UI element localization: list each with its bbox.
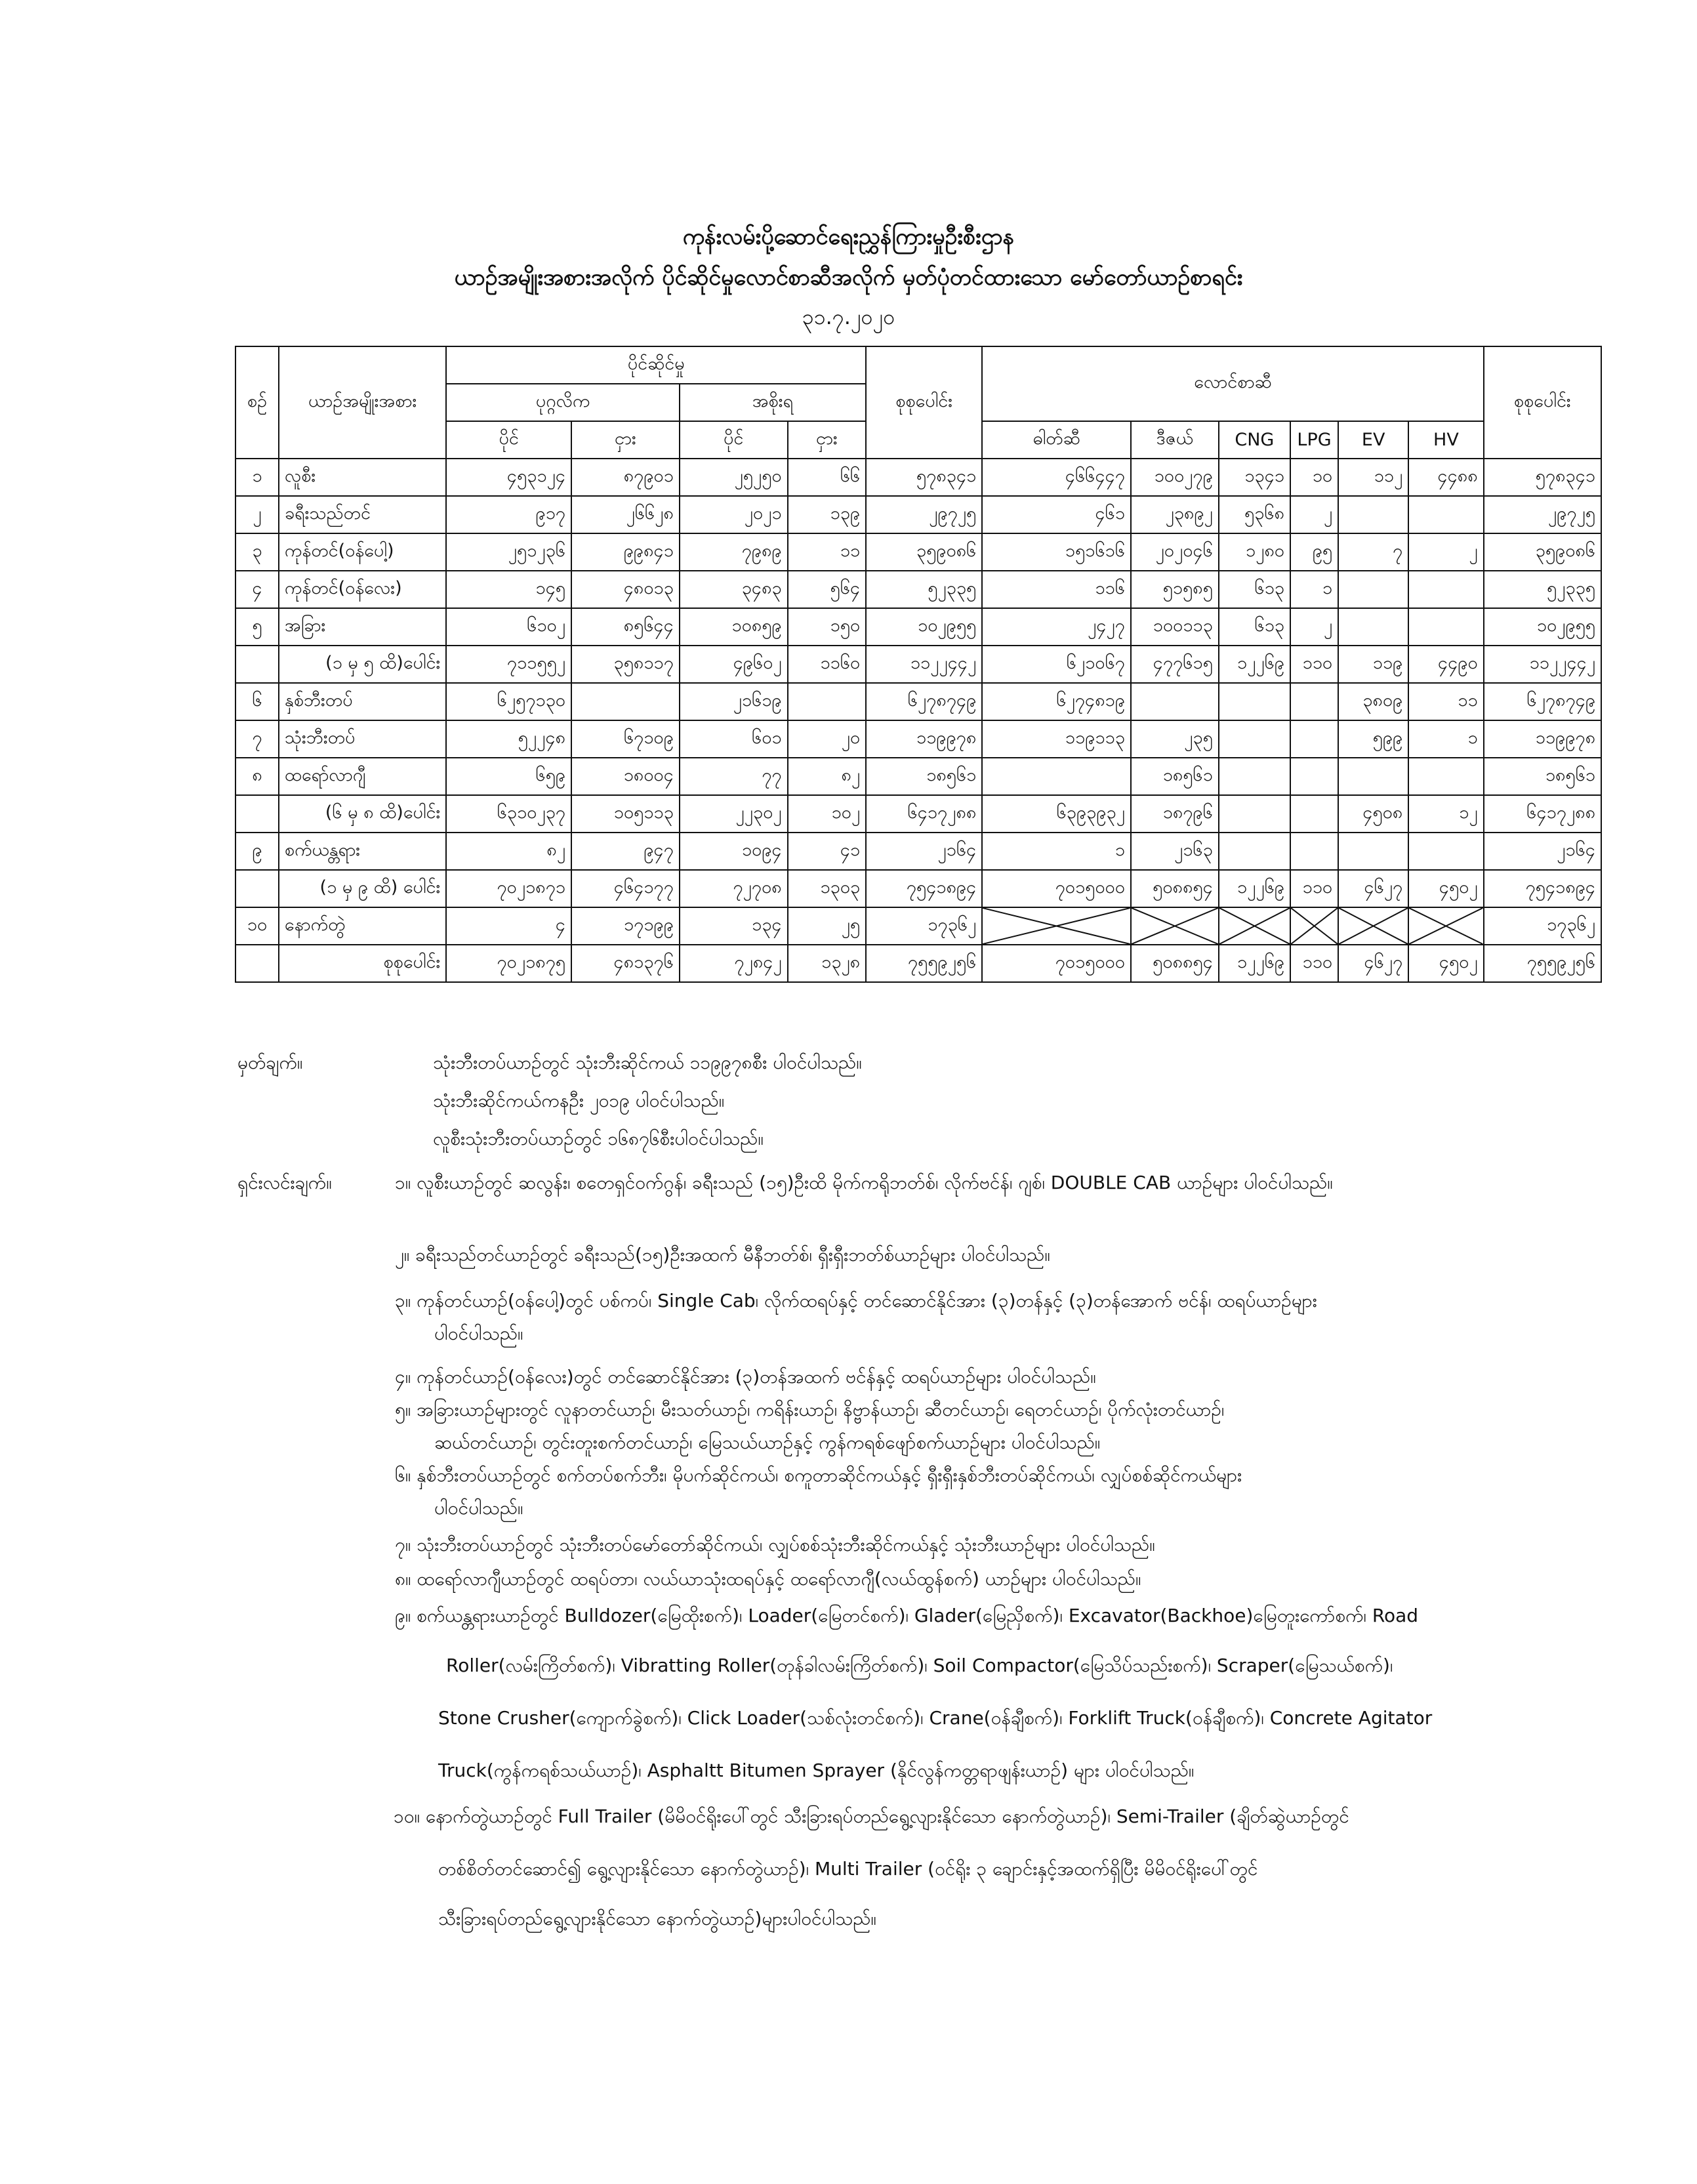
cross-mark-icon [1291,908,1338,944]
cell-total2: ၅၂၃၃၅ [1484,571,1601,608]
cell-total: ၆၄၁၇၂၈၈ [866,795,982,833]
cell-vehicle-type: (၆ မှ ၈ ထိ)ပေါင်း [279,795,446,833]
col-private: ပုဂ္ဂလိက [446,384,679,421]
cell-p-rent: ၁၇၁၉၉ [571,907,680,945]
col-petrol: ဓါတ်ဆီ [982,421,1131,459]
col-vehicle-type: ယာဉ်အမျိုးအစား [279,346,446,459]
cell-total2: ၆၄၁၇၂၈၈ [1484,795,1601,833]
cell-total2: ၁၇၃၆၂ [1484,907,1601,945]
cell-diesel: ၁၈၇၉၆ [1131,795,1219,833]
col-ownership: ပိုင်ဆိုင်မှု [446,346,866,384]
explanation-line: ၅။ အခြားယာဉ်များတွင် လူနာတင်ယာဉ်၊ မီးသတ်ယာဉ်၊ ကရိန်းယာဉ်၊ နိဗ္ဗာန်ယာဉ်၊ ဆီတင်ယာဉ်၊ ရေတင်ယာဉ်၊ ပိုက်လုံးတင်ယာဉ်၊ [395,1399,1225,1420]
cell-ev: ၄၅၀၈ [1338,795,1408,833]
cell-diesel: ၅၀၈၈၅၄ [1131,945,1219,982]
cell-vehicle-type: သုံးဘီးတပ် [279,720,446,758]
cell-p-rent [571,683,680,720]
table-row [235,496,1601,533]
cell-ev [1338,608,1408,646]
explanation-line: ၃။ ကုန်တင်ယာဉ်(ဝန်ပေါ့)တွင် ပစ်ကပ်၊ Single Cab၊ လိုက်ထရပ်နှင့် တင်ဆောင်နိုင်အား (၃)တန်နှင့် (၃)တန်အောက် ဗင်န်၊ ထရပ်ယာဉ်များ [395,1290,1317,1311]
cross-mark-icon [1219,908,1290,944]
col-total-fuel: စုစုပေါင်း [1484,346,1601,459]
cell-p-own: ၁၄၅ [446,571,571,608]
cell-p-own: ၄၅၃၁၂၄ [446,459,571,496]
cell-g-rent: ၄၁ [788,833,867,870]
cell-g-own: ၂၁၆၁၉ [680,683,788,720]
cell-g-rent: ၂၅ [788,907,867,945]
cell-p-rent: ၄၈၀၁၃ [571,571,680,608]
cell-petrol: ၄၆၆၄၄၇ [982,459,1131,496]
cell-total: ၁၀၂၉၅၅ [866,608,982,646]
remarks-line: သုံးဘီးတပ်ယာဉ်တွင် သုံးဘီးဆိုင်ကယ် ၁၁၉၉၇၈စီး ပါဝင်ပါသည်။ [433,1052,862,1073]
cell-ev: ၁၁၂ [1338,459,1408,496]
cell-p-rent: ၈၇၉၀၁ [571,459,680,496]
cell-lpg [1290,833,1338,870]
cell-petrol: ၆၃၉၃၉၃၂ [982,795,1131,833]
cell-g-rent: ၂၀ [788,720,867,758]
cell-p-own: ၇၀၂၁၈၇၁ [446,870,571,907]
cell-p-rent: ၂၆၆၂၈ [571,496,680,533]
cell-vehicle-type: လူစီး [279,459,446,496]
cross-mark-icon [1409,908,1482,944]
cell-lpg: ၁ [1290,571,1338,608]
remarks-line: သုံးဘီးဆိုင်ကယ်ကနဦး ၂၀၁၉ ပါဝင်ပါသည်။ [433,1090,725,1111]
cell-no: ၁၀ [235,907,279,945]
explanation-line: Roller(လမ်းကြိတ်စက်)၊ Vibratting Roller(တုန်ခါလမ်းကြိတ်စက်)၊ Soil Compactor(မြေသိပ်သည်းစက်)၊ Scraper(မြေသယ်စက်)၊ [446,1655,1393,1676]
cell-p-rent: ၄၈၁၃၇၆ [571,945,680,982]
cell-p-rent: ၆၇၁၀၉ [571,720,680,758]
cell-ev [1338,758,1408,795]
cell-lpg: ၁၀ [1290,459,1338,496]
cell-ev: ၃၈၀၉ [1338,683,1408,720]
cell-hv: ၁ [1408,720,1483,758]
table-row [235,833,1601,870]
cell-diesel: ၄၇၇၆၁၅ [1131,646,1219,683]
explanation-line: ၁။ လူစီးယာဉ်တွင် ဆလွန်း၊ စတေရှင်ဝက်ဂွန်၊ ခရီးသည် (၁၅)ဦးထိ မိုက်ကရိုဘတ်စ်၊ လိုက်ဗင်န်၊ ဂျစ်၊ DOUBLE CAB ယာဉ်များ ပါဝင်ပါသည်။ [395,1172,1333,1193]
cell-petrol: ၆၂၇၄၈၁၉ [982,683,1131,720]
cell-g-rent: ၁၀၂ [788,795,867,833]
explanation-line: Stone Crusher(ကျောက်ခွဲစက်)၊ Click Loader(သစ်လုံးတင်စက်)၊ Crane(ဝန်ချီစက်)၊ Forklift Truck(ဝန်ချီစက်)၊ Concrete Agitator [438,1707,1433,1729]
table-row [235,720,1601,758]
cell-cng: ၅၃၆၈ [1219,496,1290,533]
cell-vehicle-type: ထရော်လာဂျီ [279,758,446,795]
cell-petrol: ၇၀၁၅၀၀၀ [982,870,1131,907]
cross-mark-icon [983,908,1130,944]
cell-total: ၇၅၅၉၂၅၆ [866,945,982,982]
cell-cng [1219,720,1290,758]
table-row [235,870,1601,907]
cell-g-own: ၁၀၈၅၉ [680,608,788,646]
cell-diesel: ၂၃၅ [1131,720,1219,758]
cell-g-own: ၄၉၆၀၂ [680,646,788,683]
cell-total: ၁၇၃၆၂ [866,907,982,945]
cell-petrol: ၂၄၂၇ [982,608,1131,646]
cell-no [235,870,279,907]
cell-no: ၇ [235,720,279,758]
cell-ev: ၇ [1338,533,1408,571]
cell-petrol: ၇၀၁၅၀၀၀ [982,945,1131,982]
cell-vehicle-type: (၁ မှ ၉ ထိ) ပေါင်း [279,870,446,907]
cell-diesel: ၂၀၂၀၄၆ [1131,533,1219,571]
cell-p-rent: ၈၅၆၄၄ [571,608,680,646]
cell-no [235,945,279,982]
table-row [235,758,1601,795]
cell-diesel: ၁၀၀၁၁၃ [1131,608,1219,646]
cell-total2: ၂၁၆၄ [1484,833,1601,870]
cell-ev: ၅၉၉ [1338,720,1408,758]
cell-no: ၅ [235,608,279,646]
cell-lpg [1290,758,1338,795]
cell-diesel: ၂၃၈၉၂ [1131,496,1219,533]
vehicle-registration-table [235,346,1602,983]
cell-diesel: ၅၀၈၈၅၄ [1131,870,1219,907]
table-row [235,608,1601,646]
cell-p-own: ၆၁၀၂ [446,608,571,646]
cell-total2: ၅၇၈၃၄၁ [1484,459,1601,496]
cell-g-own: ၂၂၃၀၂ [680,795,788,833]
cell-hv: ၄၄၉၀ [1408,646,1483,683]
cell-hv: ၂ [1408,533,1483,571]
cell-not-applicable [1408,907,1483,945]
cell-g-own: ၇၉၈၉ [680,533,788,571]
explanation-line: ၂။ ခရီးသည်တင်ယာဉ်တွင် ခရီးသည်(၁၅)ဦးအထက် မီနီဘတ်စ်၊ ရှီးရှီးဘတ်စ်ယာဉ်များ ပါဝင်ပါသည်။ [395,1244,1050,1266]
cell-no: ၈ [235,758,279,795]
table-row [235,907,1601,945]
cell-no: ၄ [235,571,279,608]
cross-mark-icon [1132,908,1218,944]
cell-hv: ၄၄၈၈ [1408,459,1483,496]
cell-p-rent: ၁၀၅၁၁၃ [571,795,680,833]
cell-total: ၂၉၇၂၅ [866,496,982,533]
cell-total2: ၁၁၂၂၄၄၂ [1484,646,1601,683]
cell-cng: ၆၁၃ [1219,571,1290,608]
cell-total: ၆၂၇၈၇၄၉ [866,683,982,720]
cell-ev [1338,833,1408,870]
cell-total: ၂၁၆၄ [866,833,982,870]
cell-g-own: ၇၂၈၄၂ [680,945,788,982]
table-row [235,795,1601,833]
table-body [235,459,1601,982]
cell-g-own: ၃၄၈၃ [680,571,788,608]
cell-total2: ၇၅၅၉၂၅၆ [1484,945,1601,982]
cell-no: ၆ [235,683,279,720]
cell-vehicle-type: စုစုပေါင်း [279,945,446,982]
cell-lpg: ၂ [1290,496,1338,533]
cell-no: ၉ [235,833,279,870]
col-hv: HV [1408,421,1483,459]
cell-total: ၅၂၃၃၅ [866,571,982,608]
table-row [235,683,1601,720]
cell-total: ၁၈၅၆၁ [866,758,982,795]
cell-cng: ၁၂၈၀ [1219,533,1290,571]
cell-g-rent: ၆၆ [788,459,867,496]
cell-hv [1408,496,1483,533]
cell-not-applicable [1131,907,1219,945]
cell-total: ၁၁၂၂၄၄၂ [866,646,982,683]
cell-petrol: ၄၆၁ [982,496,1131,533]
report-title: ကုန်းလမ်းပို့ဆောင်ရေးညွှန်ကြားမှုဦးစီးဌာန [682,224,1015,250]
explanation-line: ဆယ်တင်ယာဉ်၊ တွင်းတူးစက်တင်ယာဉ်၊ မြေသယ်ယာဉ်နှင့် ကွန်ကရစ်ဖျော်စက်ယာဉ်များ ပါဝင်ပါသည်။ [434,1432,1101,1453]
cross-mark-icon [1339,908,1408,944]
cell-total: ၃၅၉၀၈၆ [866,533,982,571]
cell-vehicle-type: နောက်တွဲ [279,907,446,945]
cell-total2: ၂၉၇၂၅ [1484,496,1601,533]
cell-p-own: ၇၀၂၁၈၇၅ [446,945,571,982]
cell-p-own: ၈၂ [446,833,571,870]
cell-lpg [1290,795,1338,833]
cell-hv [1408,758,1483,795]
cell-p-own: ၅၂၂၄၈ [446,720,571,758]
cell-vehicle-type: နှစ်ဘီးတပ် [279,683,446,720]
cell-cng: ၁၂၂၆၉ [1219,870,1290,907]
cell-petrol: ၁ [982,833,1131,870]
col-gov-own: ပိုင် [680,421,788,459]
cell-lpg: ၉၅ [1290,533,1338,571]
cell-g-rent: ၅၆၄ [788,571,867,608]
cell-total2: ၁၈၅၆၁ [1484,758,1601,795]
table-row [235,945,1601,982]
cell-p-rent: ၁၈၀၀၄ [571,758,680,795]
cell-g-rent [788,683,867,720]
cell-g-rent: ၈၂ [788,758,867,795]
explanation-line: ၉။ စက်ယန္တရားယာဉ်တွင် Bulldozer(မြေထိုးစက်)၊ Loader(မြေတင်စက်)၊ Glader(မြေညှိစက်)၊ Excavator(Backhoe)မြေတူးကော်စက်၊ Road [395,1605,1419,1626]
cell-p-own: ၄ [446,907,571,945]
cell-petrol [982,758,1131,795]
col-total: စုစုပေါင်း [866,346,982,459]
explanations-label: ရှင်းလင်းချက်။ [237,1172,332,1193]
table-row [235,533,1601,571]
cell-no: ၁ [235,459,279,496]
cell-total2: ၃၅၉၀၈၆ [1484,533,1601,571]
cell-p-rent: ၃၅၈၁၁၇ [571,646,680,683]
cell-lpg: ၂ [1290,608,1338,646]
cell-hv: ၁၁ [1408,683,1483,720]
col-private-own: ပိုင် [446,421,571,459]
cell-diesel: ၅၁၅၈၅ [1131,571,1219,608]
cell-p-rent: ၉၄၇ [571,833,680,870]
cell-g-own: ၁၀၉၄ [680,833,788,870]
table-row [235,571,1601,608]
table-row [235,459,1601,496]
cell-diesel [1131,683,1219,720]
table-row [235,646,1601,683]
col-fuel: လောင်စာဆီ [982,346,1483,421]
col-lpg: LPG [1290,421,1338,459]
cell-cng [1219,758,1290,795]
cell-lpg [1290,720,1338,758]
col-no: စဉ် [235,346,279,459]
cell-total2: ၁၀၂၉၅၅ [1484,608,1601,646]
explanation-line: ၆။ နှစ်ဘီးတပ်ယာဉ်တွင် စက်တပ်စက်ဘီး၊ မိုပက်ဆိုင်ကယ်၊ စကူတာဆိုင်ကယ်နှင့် ရှီးရှီးနှစ်ဘီးတပ်ဆိုင်ကယ်၊ လျှပ်စစ်ဆိုင်ကယ်များ [395,1464,1242,1486]
cell-ev: ၄၆၂၇ [1338,870,1408,907]
cell-diesel: ၁၈၅၆၁ [1131,758,1219,795]
cell-g-own: ၂၅၂၅၀ [680,459,788,496]
cell-vehicle-type: ကုန်တင်(ဝန်လေး) [279,571,446,608]
col-private-rent: ငှား [571,421,680,459]
cell-g-rent: ၁၃၀၃ [788,870,867,907]
cell-not-applicable [982,907,1131,945]
cell-no [235,646,279,683]
cell-p-own: ၆၃၁၀၂၃၇ [446,795,571,833]
cell-diesel: ၁၀၀၂၇၉ [1131,459,1219,496]
cell-ev: ၁၁၉ [1338,646,1408,683]
cell-lpg: ၁၁၀ [1290,646,1338,683]
cell-vehicle-type: (၁ မှ ၅ ထိ)ပေါင်း [279,646,446,683]
cell-p-rent: ၄၆၄၁၇၇ [571,870,680,907]
cell-cng [1219,683,1290,720]
cell-total2: ၁၁၉၉၇၈ [1484,720,1601,758]
cell-petrol: ၁၅၁၆၁၆ [982,533,1131,571]
explanation-line: ၄။ ကုန်တင်ယာဉ်(ဝန်လေး)တွင် တင်ဆောင်နိုင်အား (၃)တန်အထက် ဗင်န်နှင့် ထရပ်ယာဉ်များ ပါဝင်ပါသည်။ [395,1366,1096,1388]
cell-g-rent: ၁၃၂၈ [788,945,867,982]
cell-no [235,795,279,833]
cell-cng [1219,833,1290,870]
cell-hv: ၄၅၀၂ [1408,870,1483,907]
cell-vehicle-type: ခရီးသည်တင် [279,496,446,533]
explanation-line: တစ်စိတ်တင်ဆောင်၍ ရွေ့လျားနိုင်သော နောက်တွဲယာဉ်)၊ Multi Trailer (ဝင်ရိုး ၃ ချောင်းနှင့်အထက်ရှိပြီး မိမိဝင်ရိုးပေါ်တွင် [438,1858,1258,1880]
report-subtitle: ယာဉ်အမျိုးအစားအလိုက် ပိုင်ဆိုင်မှုလောင်စာဆီအလိုက် မှတ်ပုံတင်ထားသော မော်တော်ယာဉ်စာရင်း [454,264,1243,291]
cell-p-own: ၆၅၉ [446,758,571,795]
cell-p-own: ၂၅၁၂၃၆ [446,533,571,571]
cell-cng [1219,795,1290,833]
cell-petrol: ၆၂၁၀၆၇ [982,646,1131,683]
col-cng: CNG [1219,421,1290,459]
explanation-line: ၇။ သုံးဘီးတပ်ယာဉ်တွင် သုံးဘီးတပ်မော်တော်ဆိုင်ကယ်၊ လျှပ်စစ်သုံးဘီးဆိုင်ကယ်နှင့် သုံးဘီးယာဉ်များ ပါဝင်ပါသည်။ [395,1534,1155,1556]
cell-diesel: ၂၁၆၃ [1131,833,1219,870]
cell-total2: ၇၅၄၁၈၉၄ [1484,870,1601,907]
cell-hv [1408,608,1483,646]
cell-cng: ၆၁၃ [1219,608,1290,646]
col-diesel: ဒီဇယ် [1131,421,1219,459]
cell-hv [1408,833,1483,870]
cell-vehicle-type: ကုန်တင်(ဝန်ပေါ့) [279,533,446,571]
cell-lpg: ၁၁၀ [1290,870,1338,907]
cell-g-own: ၆၀၁ [680,720,788,758]
cell-not-applicable [1219,907,1290,945]
cell-p-own: ၆၂၅၇၁၃၀ [446,683,571,720]
cell-total: ၇၅၄၁၈၉၄ [866,870,982,907]
cell-petrol: ၁၁၉၁၁၃ [982,720,1131,758]
cell-lpg: ၁၁၀ [1290,945,1338,982]
cell-total2: ၆၂၇၈၇၄၉ [1484,683,1601,720]
cell-no: ၃ [235,533,279,571]
remarks-label: မှတ်ချက်။ [237,1052,303,1073]
cell-g-rent: ၁၅၀ [788,608,867,646]
cell-petrol: ၁၁၆ [982,571,1131,608]
cell-not-applicable [1338,907,1408,945]
cell-lpg [1290,683,1338,720]
cell-g-rent: ၁၃၉ [788,496,867,533]
cell-vehicle-type: အခြား [279,608,446,646]
col-gov-rent: ငှား [788,421,867,459]
explanation-line: Truck(ကွန်ကရစ်သယ်ယာဉ်)၊ Asphaltt Bitumen Sprayer (နိုင်လွန်ကတ္တရာဖျန်းယာဉ်) များ ပါဝင်ပါသည်။ [438,1760,1195,1781]
cell-total: ၅၇၈၃၄၁ [866,459,982,496]
cell-cng: ၁၂၂၆၉ [1219,646,1290,683]
cell-g-own: ၇၂၇၀၈ [680,870,788,907]
col-government: အစိုးရ [680,384,866,421]
cell-no: ၂ [235,496,279,533]
cell-hv: ၄၅၀၂ [1408,945,1483,982]
cell-not-applicable [1290,907,1338,945]
cell-p-own: ၇၁၁၅၅၂ [446,646,571,683]
cell-g-rent: ၁၁၆၀ [788,646,867,683]
report-date: ၃၁.၇.၂၀၂၀ [802,304,895,329]
cell-ev: ၄၆၂၇ [1338,945,1408,982]
explanation-line: ၁၀။ နောက်တွဲယာဉ်တွင် Full Trailer (မိမိဝင်ရိုးပေါ်တွင် သီးခြားရပ်တည်ရွေ့လျားနိုင်သော နောက်တွဲယာဉ်)၊ Semi-Trailer (ချိတ်ဆွဲယာဉ်တွင် [394,1805,1349,1827]
cell-g-own: ၁၃၄ [680,907,788,945]
cell-cng: ၁၃၄၁ [1219,459,1290,496]
cell-g-rent: ၁၁ [788,533,867,571]
explanation-line: ပါဝင်ပါသည်။ [434,1497,523,1519]
explanation-line: ပါဝင်ပါသည်။ [434,1323,523,1344]
cell-p-rent: ၉၉၈၄၁ [571,533,680,571]
explanation-line: ၈။ ထရော်လာဂျီယာဉ်တွင် ထရပ်တာ၊ လယ်ယာသုံးထရပ်နှင့် ထရော်လာဂျီ(လယ်ထွန်စက်) ယာဉ်များ ပါဝင်ပါသည်။ [395,1568,1141,1590]
cell-hv: ၁၂ [1408,795,1483,833]
cell-cng: ၁၂၂၆၉ [1219,945,1290,982]
cell-hv [1408,571,1483,608]
cell-p-own: ၉၁၇ [446,496,571,533]
remarks-line: လူစီးသုံးဘီးတပ်ယာဉ်တွင် ၁၆၈၇၆စီးပါဝင်ပါသည်။ [433,1128,764,1149]
cell-total: ၁၁၉၉၇၈ [866,720,982,758]
explanation-line: သီးခြားရပ်တည်ရွေ့လျားနိုင်သော နောက်တွဲယာဉ်)များပါဝင်ပါသည်။ [438,1908,876,1929]
cell-g-own: ၂၀၂၁ [680,496,788,533]
cell-vehicle-type: စက်ယန္တရား [279,833,446,870]
cell-g-own: ၇၇ [680,758,788,795]
col-ev: EV [1338,421,1408,459]
cell-ev [1338,496,1408,533]
cell-ev [1338,571,1408,608]
